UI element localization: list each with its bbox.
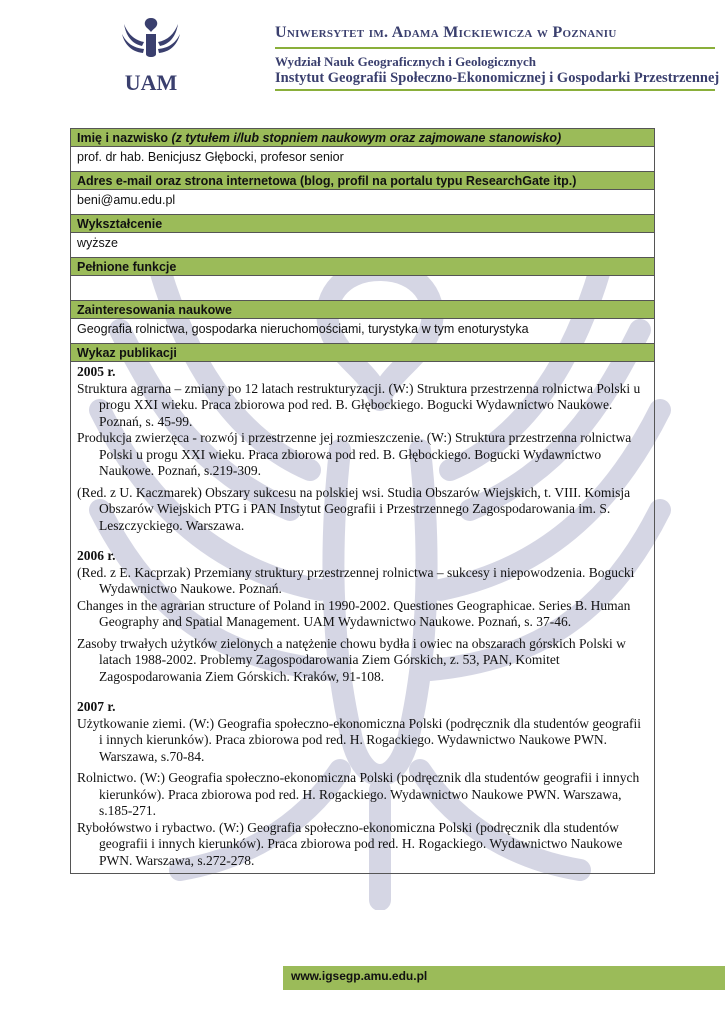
functions-header: Pełnione funkcje — [71, 258, 654, 276]
interests-value: Geografia rolnictwa, gospodarka nieruchomościami, turystyka w tym enoturystyka — [71, 319, 654, 344]
year-heading: 2005 r. — [77, 364, 116, 379]
publication-item: Zasoby trwałych użytków zielonych a natężenie chowu bydła i owiec na obszarach górskich Polski w latach 1988-2002. Problemy Zagospodarowania Ziem Górskich, z. 53, PAN, Komitet Zagospodarowania Ziem Górskich. Kraków, 91-108. — [77, 635, 626, 684]
profile-table — [70, 128, 655, 874]
publication-item: Rybołówstwo i rybactwo. (W:) Geografia społeczno-ekonomiczna Polski (podręcznik dla studentów geografii i innych kierunków). Praca zbiorowa pod red. H. Rogackiego. Wydawnictwo Naukowe PWN. Warszawa, s.272-278. — [77, 819, 623, 868]
name-header — [71, 129, 654, 147]
footer-website-link[interactable]: www.igsegp.amu.edu.pl — [291, 969, 428, 983]
functions-value — [71, 276, 654, 301]
year-heading: 2006 r. — [77, 548, 116, 563]
year-heading: 2007 r. — [77, 699, 116, 714]
publication-item: Użytkowanie ziemi. (W:) Geografia społeczno-ekonomiczna Polski (podręcznik dla studentów geografii i innych kierunków). Praca zbiorowa pod red. H. Rogackiego. Wydawnictwo Naukowe PWN. Warszawa, s.70-84. — [77, 715, 642, 764]
publication-item: Rolnictwo. (W:) Geografia społeczno-ekonomiczna Polski (podręcznik dla studentów geografii i innych kierunków). Praca zbiorowa pod red. H. Rogackiego. Wydawnictwo Naukowe PWN. Warszawa, s.185-271. — [77, 770, 640, 818]
name-label: Imię i nazwisko — [77, 131, 169, 145]
publication-item: (Red. z E. Kacprzak) Przemiany struktury przestrzennej rolnictwa – sukcesy i niepowodzenia. Bogucki Wydawnictwo Naukowe. Poznań. — [77, 564, 635, 596]
education-value: wyższe — [71, 233, 654, 258]
publications-list — [71, 362, 654, 873]
name-value: prof. dr hab. Benicjusz Głębocki, profesor senior — [71, 147, 654, 172]
education-header: Wykształcenie — [71, 215, 654, 233]
name-label-note: (z tytułem i/lub stopniem naukowym oraz zajmowane stanowisko) — [171, 131, 562, 145]
publication-item: Struktura agrarna – zmiany po 12 latach restrukturyzacji. (W:) Struktura przestrzenna rolnictwa Polski u progu XXI wieku. Praca zbiorowa pod red. B. Głębockiego. Bogucki Wydawnictwo Naukowe. Poznań, s. 45-99. — [77, 380, 641, 429]
contact-value[interactable]: beni@amu.edu.pl — [71, 190, 654, 215]
header-divider — [275, 47, 715, 49]
institute-name: Instytut Geografii Społeczno-Ekonomicznej i Gospodarki Przestrzennej — [275, 70, 720, 86]
university-name: Uniwersytet im. Adama Mickiewicza w Poznaniu — [275, 24, 617, 41]
contact-header: Adres e-mail oraz strona internetowa (blog, profil na portalu typu ResearchGate itp.) — [71, 172, 654, 190]
publication-item: Produkcja zwierzęca - rozwój i przestrzenne jej rozmieszczenie. (W:) Struktura przestrzenna rolnictwa Polski u progu XXI wieku. Praca zbiorowa pod red. B. Głębockiego. Bogucki Wydawnictwo Naukowe. Poznań, s.219-309. — [77, 430, 632, 478]
interests-header: Zainteresowania naukowe — [71, 301, 654, 319]
publication-item: (Red. z U. Kaczmarek) Obszary sukcesu na polskiej wsi. Studia Obszarów Wiejskich, t. VIII. Komisja Obszarów Wiejskich PTG i PAN Instytut Geografii i Przestrzennego Zagospodarowania im. S. Leszczyckiego. Warszawa. — [77, 484, 631, 533]
header-divider-bottom — [275, 89, 715, 91]
faculty-name: Wydział Nauk Geograficznych i Geologicznych — [275, 54, 536, 69]
uam-logo-icon — [118, 14, 184, 94]
publications-header: Wykaz publikacji — [71, 344, 654, 362]
logo-text: UAM — [124, 70, 178, 94]
publication-item: Changes in the agrarian structure of Poland in 1990-2002. Questiones Geographicae. Series B. Human Geography and Spatial Management. UAM Wydawnictwo Naukowe. Poznań, s. 37-46. — [77, 597, 631, 629]
